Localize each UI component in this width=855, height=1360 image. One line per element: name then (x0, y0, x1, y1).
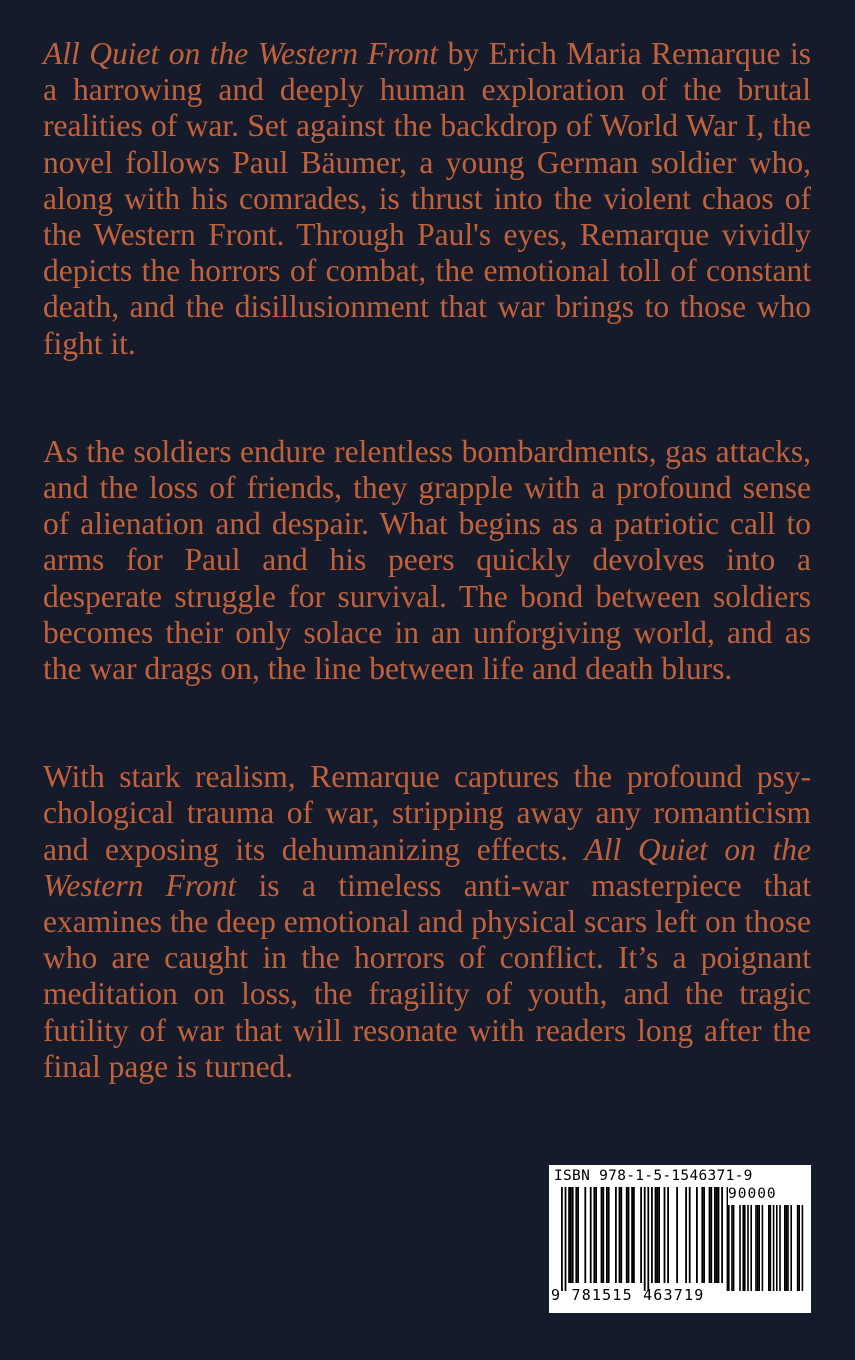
barcode-bar (640, 1187, 642, 1283)
addon-bar (733, 1205, 735, 1291)
barcode-bar (561, 1187, 563, 1291)
blurb-text: by Erich Maria Remarque is a harrowing and deeply human exploration of the brutal realities of war. Set against the backdrop of World War I, the novel follows Paul Bäumer, a young German soldier who, along with his comrades, is thrust into the violent chaos of the Western Front. Through Paul's eyes, Remarque vividly depicts the horrors of combat, the emotional toll of constant death, and the disillusionment that war brings to those who fight it. (43, 36, 811, 361)
barcode-bar (619, 1187, 621, 1283)
barcode-bar (575, 1187, 577, 1283)
barcode-bar (633, 1187, 635, 1283)
addon-bar (798, 1205, 800, 1291)
blurb-text: With stark realism, Remarque captures the profound psychological trauma of war, stripping away any romanticism and exposing its dehumanizing effects. (43, 759, 811, 867)
addon-bar (773, 1205, 775, 1291)
barcode-bar (664, 1187, 666, 1283)
isbn-barcode (549, 1165, 811, 1313)
barcode-bar (655, 1187, 657, 1283)
addon-bar (787, 1205, 789, 1291)
blurb-paragraph-1 (43, 36, 811, 362)
barcode-bar (626, 1187, 628, 1283)
barcode-bar (689, 1187, 691, 1283)
addon-bar (779, 1205, 781, 1291)
blurb-paragraph-3 (43, 759, 811, 1085)
barcode-bar (716, 1187, 718, 1283)
isbn-label: ISBN 978-1-5-1546371-9 (554, 1168, 753, 1184)
barcode-bar (620, 1187, 622, 1283)
back-cover-blurb (43, 36, 811, 1085)
addon-bar (770, 1205, 772, 1291)
addon-bars (728, 1205, 806, 1291)
barcode-bar (565, 1187, 567, 1291)
barcode-bar (647, 1187, 649, 1291)
barcode-bar (572, 1187, 574, 1283)
addon-bar (784, 1205, 786, 1291)
addon-bar (758, 1205, 760, 1291)
barcode-bar (696, 1187, 698, 1283)
addon-bar (742, 1205, 744, 1291)
barcode-bar (656, 1187, 658, 1283)
barcode-bar (644, 1187, 646, 1291)
addon-bar (802, 1205, 804, 1291)
barcode-bar (676, 1187, 678, 1283)
addon-bar (762, 1205, 764, 1291)
addon-bar (755, 1205, 757, 1291)
addon-bar (790, 1205, 792, 1291)
book-title-italic: All Quiet on the Western Front (43, 831, 811, 903)
addon-bar (728, 1205, 730, 1291)
barcode-bar (709, 1187, 711, 1283)
barcode-bar (590, 1187, 592, 1283)
blurb-paragraph-2 (43, 434, 811, 687)
barcode-bar (703, 1187, 705, 1283)
barcode-bar (584, 1187, 586, 1283)
barcode-bar (721, 1187, 723, 1283)
addon-bar (757, 1205, 759, 1291)
barcode-bar (701, 1187, 703, 1283)
barcode-bar (710, 1187, 712, 1283)
barcode-bar (601, 1187, 603, 1283)
blurb-text: is a timeless anti-war masterpiece that examines the deep emotional and physical scars left on those who are caught in the horrors of conflict. It’s a poignant meditation on loss, the fragility of youth, and the tragic futility of war that will resonate with readers long after the final page is turned. (43, 867, 811, 1084)
barcode-bar (608, 1187, 610, 1283)
ean13-digits: 9 781515 463719 (551, 1286, 705, 1304)
barcode-bar (631, 1187, 633, 1283)
addon-bar (786, 1205, 788, 1291)
price-addon-label: 90000 (728, 1186, 777, 1202)
blurb-text: As the soldiers endure relentless bombardments, gas attacks, and the loss of friends, they grapple with a profound sense of alienation and despair. What begins as a patriotic call to arms for Paul and his peers quickly devolves into a desperate struggle for survival. The bond between soldiers becomes their only solace in an unforgiving world, and as the war drags on, the line between life and death blurs. (43, 433, 811, 687)
ean13-bars (552, 1187, 728, 1291)
barcode-bar (651, 1187, 653, 1283)
addon-bar (750, 1205, 752, 1291)
addon-bar (744, 1205, 746, 1291)
barcode-bar (667, 1187, 669, 1283)
addon-bar (797, 1205, 799, 1291)
addon-bar (776, 1205, 778, 1291)
book-title-italic: All Quiet on the Western Front (43, 36, 439, 71)
barcode-bar (685, 1187, 687, 1283)
barcode-bar (602, 1187, 604, 1283)
barcode-bar (577, 1187, 579, 1283)
barcode-bar (570, 1187, 572, 1283)
addon-bar (747, 1205, 749, 1291)
barcode-bar (714, 1187, 716, 1283)
barcode-bar (606, 1187, 608, 1283)
addon-bar (768, 1205, 770, 1291)
barcode-bar (568, 1187, 570, 1283)
barcode-bar (718, 1187, 720, 1283)
barcode-bar (615, 1187, 617, 1283)
addon-bar (731, 1205, 733, 1291)
barcode-bar (595, 1187, 597, 1283)
barcode-bar (628, 1187, 630, 1283)
barcode-bar (593, 1187, 595, 1283)
barcode-bar (658, 1187, 660, 1283)
addon-bar (739, 1205, 741, 1291)
